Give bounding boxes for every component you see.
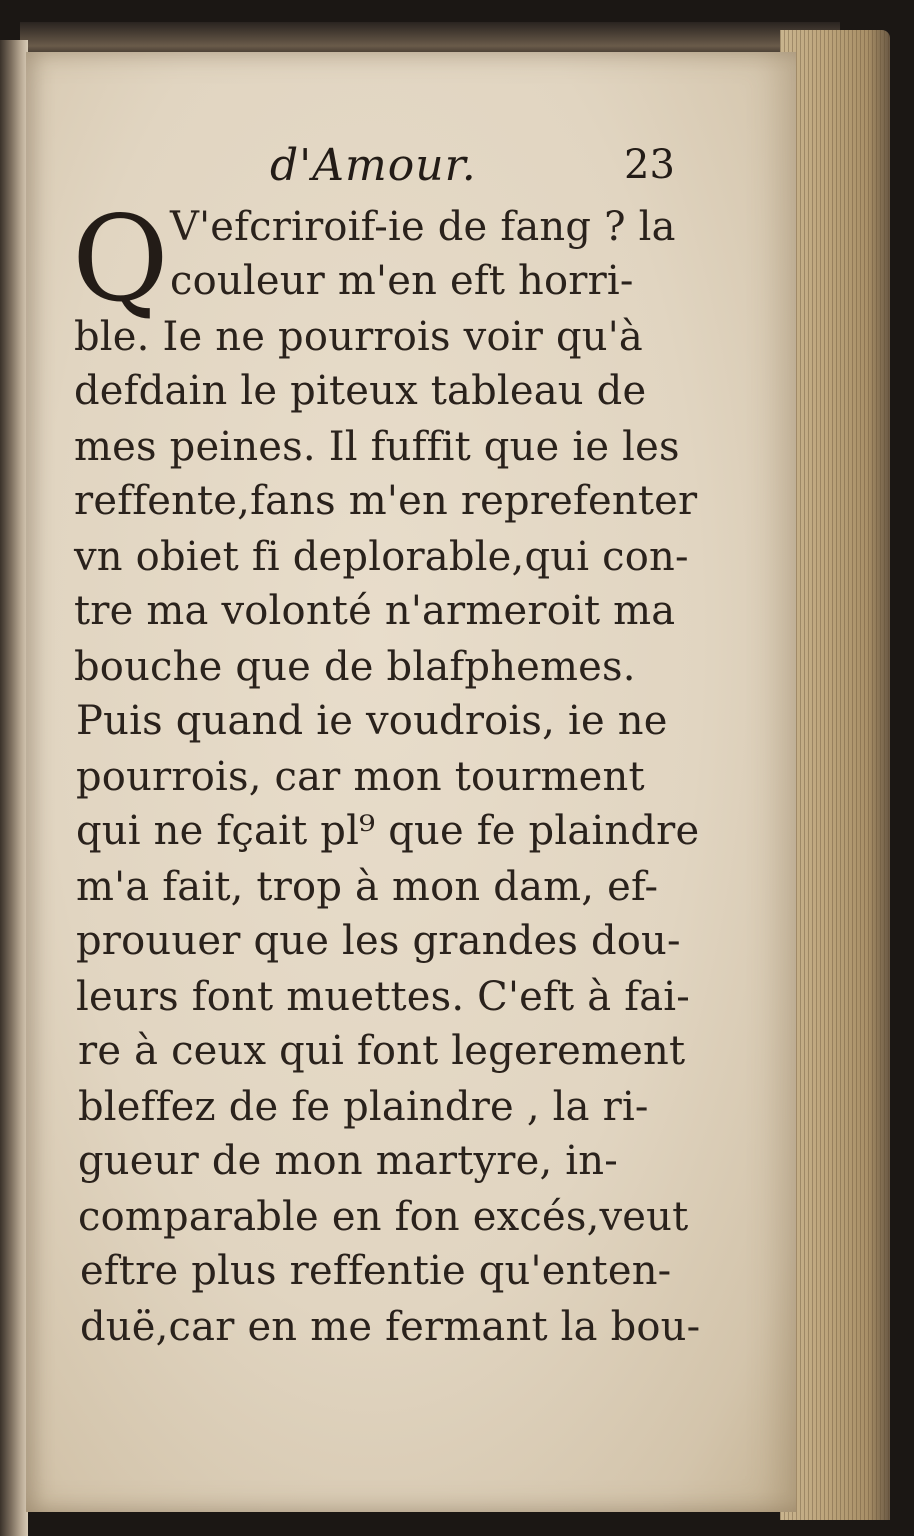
text-line: couleur m'en eft horri- [170,258,634,304]
text-line: gueur de mon martyre, in- [78,1138,618,1184]
text-line: defdain le piteux tableau de [74,368,647,414]
text-line: prouuer que les grandes dou- [76,918,681,964]
text-line: V'efcriroif-ie de fang ? la [170,204,676,250]
text-line: comparable en fon excés,veut [78,1194,689,1240]
text-line: leurs font muettes. C'eft à fai- [76,974,690,1020]
text-line: eftre plus reffentie qu'enten- [80,1248,672,1294]
text-line: reffente,fans m'en reprefenter [74,478,698,524]
drop-cap: Q [72,190,169,328]
page-number: 23 [624,142,675,188]
text-line: re à ceux qui font legerement [78,1028,686,1074]
text-line: bouche que de blafphemes. [74,644,636,690]
text-line: tre ma volonté n'armeroit ma [74,588,676,634]
text-line: bleffez de fe plaindre , la ri- [78,1084,649,1130]
fore-edge [780,30,890,1520]
text-line: duë,car en me fermant la bou- [80,1304,701,1350]
left-page-edge [0,40,28,1536]
text-line: qui ne fçait pl⁹ que fe plaindre [76,808,700,854]
text-line: m'a fait, trop à mon dam, ef- [76,864,659,910]
text-line: Puis quand ie voudrois, ie ne [76,698,668,744]
text-line: vn obiet fi deplorable,qui con- [74,534,689,580]
text-line: mes peines. Il fuffit que ie les [74,424,680,470]
running-head: d'Amour. [270,140,477,191]
text-line: ble. Ie ne pourrois voir qu'à [74,314,643,360]
text-line: pourrois, car mon tourment [76,754,645,800]
